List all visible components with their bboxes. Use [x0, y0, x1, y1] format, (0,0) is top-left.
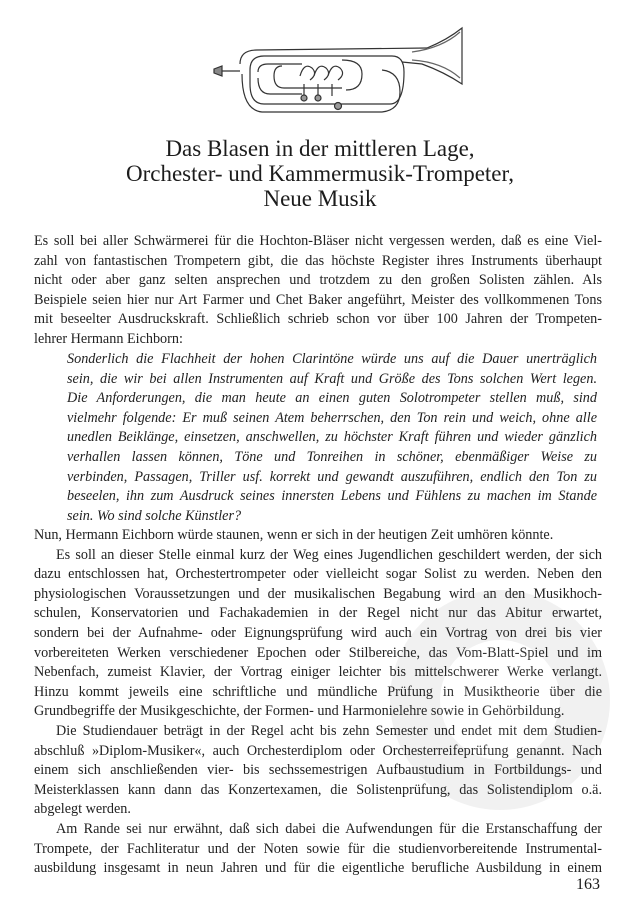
text-line: dazu entschlossen hat, Orchestertrompeter oder vielleicht sogar Solist zu werden. Neben den [34, 566, 602, 583]
text-line: nicht oder aber ganz selten ansprechen und trotzdem zu den großen Solisten zählen. Als [34, 272, 602, 289]
text-line: zahl von fantastischen Trompetern gibt, die das höchste Register ihres Instruments überhaupt [34, 252, 602, 269]
text-line: Es soll an dieser Stelle einmal kurz der Weg eines Jugendlichen geschildert werden, der sich [56, 546, 602, 563]
text-line: mit beseelter Ausdruckskraft. Schließlich schrieb schon vor über 100 Jahren der Trompeten- [34, 311, 602, 328]
intro-paragraph [34, 232, 602, 350]
text-line: Es soll bei aller Schwärmerei für die Hochton-Bläser nicht vergessen werden, daß es eine Viel- [34, 233, 602, 249]
text-line: ausbildung insgesamt in neun Jahren und für die eigentliche berufliche Ausbildung in einem [34, 860, 602, 877]
text-line: Die Studiendauer beträgt in der Regel acht bis zehn Semester und endet mit dem Studien- [56, 722, 602, 739]
text-line: Nun, Hermann Eichborn würde staunen, wenn er sich in der heutigen Zeit umhören könnte. [34, 527, 554, 543]
text-line: lehrer Hermann Eichborn: [34, 330, 183, 347]
quote-line: beseelen, ihn zum Ausdruck seines innersten Lebens und Fühlens zu machen im Stande [67, 488, 597, 505]
title-line: Neue Musik [263, 186, 377, 211]
quote-line: verhallen lassen können, Töne und Tonreihen in schöner, ebenmäßiger Weise zu [67, 448, 597, 465]
text-line: abgelegt werden. [34, 801, 131, 818]
text-line: Nebenfach, zumeist Klavier, der Vortrag einiger leichter bis mittelschwerer Werke verlangt. [34, 664, 602, 681]
title-line: Orchester- und Kammermusik-Trompeter, [125, 161, 515, 186]
text-line: einem sich anschließenden vier- bis sechssemestrigen Aufbaustudium in Fortbildungs- und [34, 762, 602, 779]
text-line: Hinzu kommt jeweils eine schriftliche und mündliche Prüfung in Musiktheorie über die [34, 683, 602, 700]
text-line: physiologischen Voraussetzungen und der musikalischen Begabung wird an den Musikhoch- [34, 585, 602, 602]
block-quote [67, 350, 597, 526]
text-line: Grundbegriffe der Musikgeschichte, der Formen- und Harmonielehre sowie in Gehörbildung. [34, 703, 565, 720]
text-line: sondern bei der Aufnahme- oder Eignungsprüfung wird auch ein Vortrag von drei bis vier [34, 624, 602, 641]
text-line: abschluß »Diplom-Musiker«, auch Orchesterdiplom oder Orchesterreifeprüfung genannt. Nach [34, 742, 602, 759]
text-line: schulen, Konservatorien und Fachakademien in der Regel nicht nur das Abitur erwartet, [34, 605, 602, 622]
watermark-logo-icon [380, 580, 620, 820]
text-line: Beispiele seien hier nur Art Farmer und Chet Baker angeführt, Meister des vollkommenen Tons [34, 291, 602, 308]
quote-line: sein. Wo sind solche Künstler? [67, 507, 242, 524]
text-line: vorbereiteten Werken verschiedener Epochen oder Stilbereiche, das Vom-Blatt-Spiel und im [34, 644, 602, 661]
chapter-title [0, 136, 640, 211]
page-number: 163 [576, 876, 600, 893]
quote-line: verbinden, Passagen, Triller usf. korrekt und gewandt auszuführen, endlich den Ton zu [67, 468, 597, 485]
quote-line: unedlen Beiklänge, einsetzen, anschwellen, zu höchster Kraft führen und wieder gänzlich [67, 429, 597, 446]
title-line: Das Blasen in der mittleren Lage, [165, 136, 475, 161]
text-line: Trompete, der Fachliteratur und der Noten sowie für die studienvorbereitende Instrumental- [34, 840, 602, 857]
quote-line: sein, die wir bei allen Instrumenten auf Kraft und Größe des Tons solchen Wert legen. [67, 370, 597, 387]
trumpet-illustration [212, 14, 464, 114]
quote-line: Sonderlich die Flachheit der hohen Clarintöne würde uns auf die Dauer unerträglich [67, 351, 597, 367]
text-line: Am Rande sei nur erwähnt, daß sich dabei die Aufwendungen für die Erstanschaffung der [56, 820, 602, 837]
quote-line: Die Anforderungen, die man heute an einen guten Solotrompeter stellen muß, sind [67, 390, 597, 407]
text-line: Meisterklassen kann dann das Konzertexamen, die Solistenprüfung, das Solistendiplom o.ä. [34, 781, 602, 798]
quote-line: vielmehr folgende: Er muß seinen Atem beherrschen, den Ton rein und weich, ohne alle [67, 409, 597, 426]
